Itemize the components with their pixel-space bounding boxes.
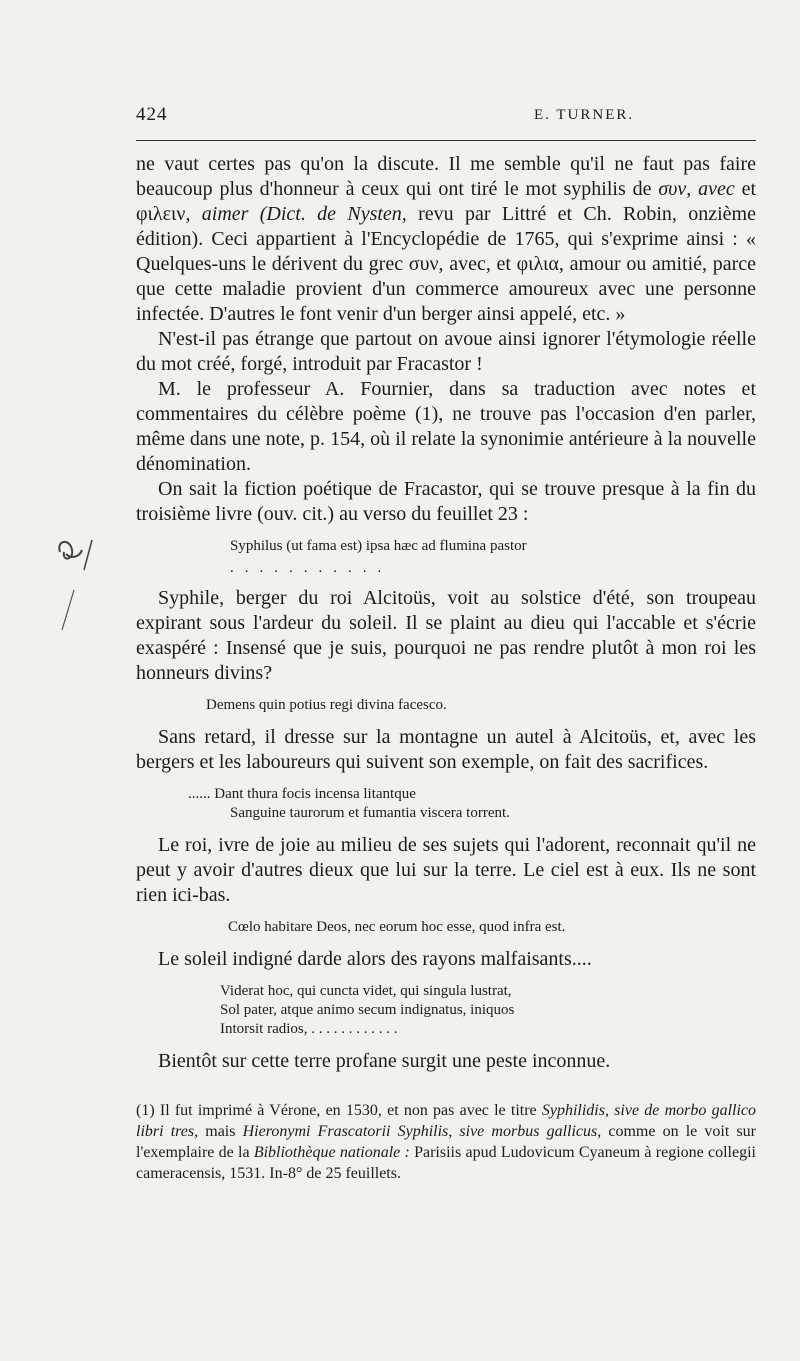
quote-line: Viderat hoc, qui cuncta videt, qui singula lustrat,: [220, 983, 512, 999]
footnote-part: mais: [198, 1123, 243, 1140]
paragraph-3: M. le professeur A. Fournier, dans sa traduction avec notes et commentaires du célèbre poème (1), ne trouve pas l'occasion d'en parler, même dans une note, p. 154, où il relate la synonimie antérieure à la nouvelle dénomination.: [136, 378, 756, 475]
latin-quote-1: [230, 537, 756, 576]
ellipsis-dots: ...........: [230, 560, 393, 576]
header-rule: [136, 140, 756, 141]
footnote-part: comme on le voit sur l'exemplaire de la: [136, 1123, 757, 1161]
footnote-title: Hieronymi Frascatorii Syphilis, sive morbus gallicus,: [242, 1123, 602, 1140]
paragraph-1: [136, 152, 756, 327]
paragraph-1-part: revu par Littré et Ch. Robin, onzième édition). Ceci appartient à l'Encyclopédie de 1765, qui s'exprime ainsi : « Quelques-uns le dérivent du grec: [136, 203, 756, 275]
quote-line: Sol pater, atque animo secum indignatus, iniquos: [220, 1002, 515, 1018]
greek-word: συν: [658, 178, 687, 200]
paragraph-6: Sans retard, il dresse sur la montagne un autel à Alcitoüs, et, avec les bergers et les laboureurs qui suivent son exemple, on fait des sacrifices.: [136, 726, 756, 773]
paragraph-1-part: , amour ou amitié, parce que cette maladie provient d'un commerce amoureux avec une personne infectée. D'autres le font venir d'un berger ainsi appelé, etc. »: [136, 253, 756, 325]
paragraph-4: On sait la fiction poétique de Fracastor, qui se trouve presque à la fin du troisième livre (ouv. cit.) au verso du feuillet 23 :: [136, 478, 756, 525]
paragraph-8: Le soleil indigné darde alors des rayons malfaisants....: [158, 948, 592, 970]
latin-quote-3: [188, 785, 756, 823]
footnote-part: (1) Il fut imprimé à Vérone, en 1530, et non pas avec le titre: [136, 1102, 542, 1119]
quote-line: Intorsit radios, . . . . . . . . . . . .: [220, 1021, 398, 1037]
footnote-title: Bibliothèque nationale :: [253, 1144, 410, 1161]
latin-quote-5: [220, 982, 756, 1039]
paragraph-7: Le roi, ivre de joie au milieu de ses sujets qui l'adorent, reconnait qu'il ne peut y avoir d'autres dieux que lui sur la terre. Le ciel est à eux. Ils ne sont rien ici-bas.: [136, 834, 756, 906]
greek-word: φιλειν: [136, 203, 186, 225]
greek-word: φιλια: [516, 253, 559, 275]
quote-line: Cœlo habitare Deos, nec eorum hoc esse, quod infra est.: [228, 919, 566, 935]
page-header: [136, 104, 756, 128]
footnote-title: Syphilidis, sive de morbo gallico libri tres,: [136, 1102, 757, 1140]
running-head: E. TURNER.: [534, 107, 635, 123]
paragraph-1-part: ne vaut certes pas qu'on la discute. Il me semble qu'il ne faut pas faire beaucoup plus d'honneur à ceux qui ont tiré le mot syphilis de: [136, 153, 756, 200]
paragraph-2: N'est-il pas étrange que partout on avoue ainsi ignorer l'étymologie réelle du mot créé, forgé, introduit par Fracastor !: [136, 328, 756, 375]
paragraph-5: Syphile, berger du roi Alcitoüs, voit au solstice d'été, son troupeau expirant sous l'ardeur du soleil. Il se plaint au dieu qui l'accable et s'écrie exaspéré : Insensé que je suis, pourquoi ne pas rendre plutôt à mon roi les honneurs divins?: [136, 587, 756, 684]
footnote: [136, 1100, 756, 1184]
quote-line: Sanguine taurorum et fumantia viscera torrent.: [230, 805, 510, 821]
quote-line: Demens quin potius regi divina facesco.: [206, 697, 447, 713]
latin-quote-4: [228, 918, 756, 937]
paragraph-9: Bientôt sur cette terre profane surgit une peste inconnue.: [158, 1050, 611, 1072]
footnote-part: Parisiis apud Ludovicum Cyaneum à regione collegii cameracensis, 1531. In-8° de 25 feuillets.: [136, 1144, 756, 1182]
paragraph-1-part: , aimer (Dict. de Nysten,: [185, 203, 407, 225]
paragraph-1-part: , avec, et: [438, 253, 517, 275]
quote-line: Syphilus (ut fama est) ipsa hæc ad flumina pastor: [230, 538, 527, 554]
page-number: 424: [136, 104, 168, 125]
quote-line: ...... Dant thura focis incensa litantque: [188, 786, 416, 802]
paragraph-1-part: et: [734, 178, 756, 200]
paragraph-1-part: , avec: [686, 178, 735, 200]
latin-quote-2: [206, 696, 756, 715]
handwritten-margin-mark: [52, 530, 112, 640]
main-text: [136, 152, 756, 1074]
greek-word: συν: [408, 253, 439, 275]
